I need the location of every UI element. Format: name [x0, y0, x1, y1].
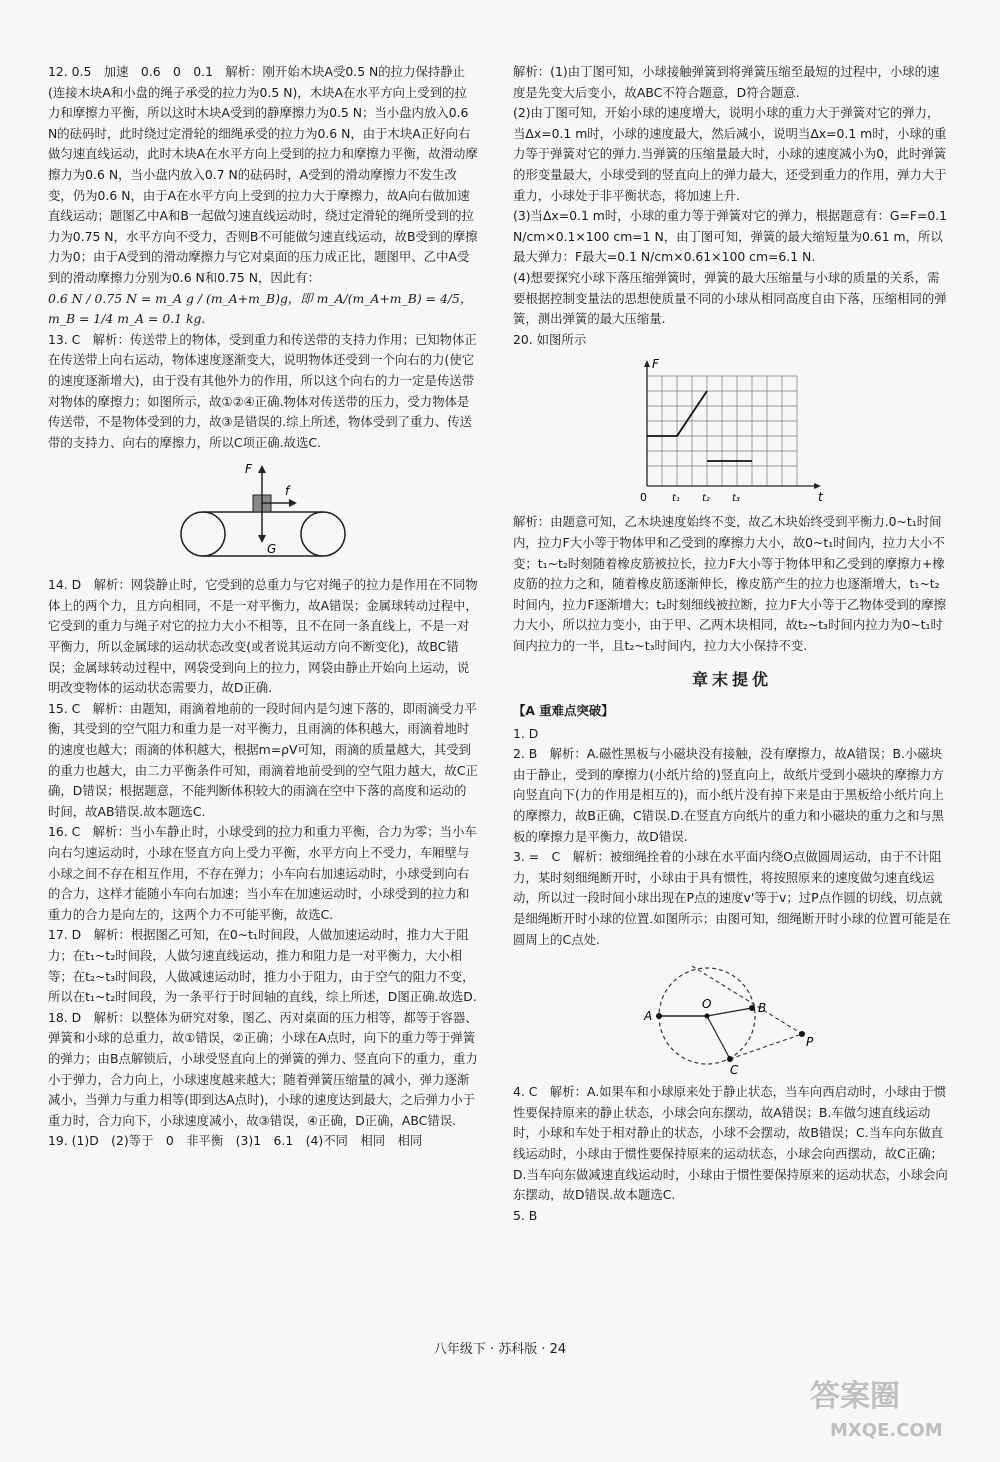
answer-19-analysis-3: (3)当Δx=0.1 m时，小球的重力等于弹簧对它的弹力，根据题意有：G=F=0.1 N/cm×0.1×100 cm=1 N，由丁图可知，弹簧的最大缩短量为0.61 m，所以最大弹力：F最大=0.1 N/cm×0.61×100 cm=6.1 N.: [513, 208, 948, 265]
force-f-label: f: [285, 484, 290, 499]
force-F-label: F: [245, 462, 252, 477]
page-footer: 八年级下 · 苏科版 · 24: [433, 1342, 567, 1357]
point-B-label: B: [758, 1001, 767, 1016]
answer-a4: 4. C 解析：A.如果车和小球原来处于静止状态，当车向西启动时，小球由于惯性要保持原来的静止状态，小球会向东摆动，故A错误；B.车做匀速直线运动时，小球和车处于相对静止的状态，小球不会摆动，故B错误；C.当车向东做直线运动时，小球由于惯性要保持原来的运动状态，小球会向西摆动，故C正确；D.当车向东做减速直线运动时，小球由于惯性要保持原来的运动状态，小球会向东摆动，故D错误.故本题选C.: [513, 1084, 948, 1203]
answer-20-analysis: 解析：由题意可知，乙木块速度始终不变，故乙木块始终受到平衡力.0~t₁时间内，拉力F大小等于物体甲和乙受到的摩擦力大小，故0~t₁时间内，拉力大小不变；t₁~t₂时刻随着橡皮筋被拉长，拉力F大小等于物体甲和乙受到的摩擦力+橡皮筋的拉力之和，随着橡皮筋逐渐伸长，橡皮筋产生的拉力也逐渐增大，t₁~t₂时间内，拉力F逐渐增大；t₂时刻细线被拉断，拉力F大小等于乙物体受到的摩擦力大小，所以拉力变小，由于甲、乙两木块相同，故t₂~t₃时间内拉力为0~t₁时间内拉力的一半，且t₂~t₃时间内，拉力大小保持不变.: [513, 514, 946, 653]
answer-a3: 3. = C 解析：被细绳拴着的小球在水平面内绕O点做圆周运动，由于不计阻力，某时刻细绳断开时，小球由于具有惯性，将按照原来的速度做匀速直线运动，所以过一段时间小球出现在P点的速度v'等于v；过P点作圆的切线，切点就是细绳断开时小球的位置.如图所示；由图可知，细绳断开时小球的位置可能是在圆周上的C点处.: [513, 849, 951, 947]
right-column: [513, 62, 951, 1226]
graph-x-label: t: [818, 490, 823, 505]
answer-19-analysis-4: (4)想要探究小球下落压缩弹簧时，弹簧的最大压缩量与小球的质量的关系，需要根据控制变量法的思想使质量不同的小球从相同高度自由下落，压缩相同的弹簧，测出弹簧的最大压缩量.: [513, 269, 947, 327]
point-A-label: A: [644, 1009, 653, 1024]
answer-19-analysis-2: (2)由丁图可知，开始小球的速度增大，说明小球的重力大于弹簧对它的弹力，当Δx=0.1 m时，小球的速度最大，然后减小，说明当Δx=0.1 m时，小球的重力等于弹簧对它的弹力.当弹簧的压缩量最大时，小球的速度减小为0，此时弹簧的形变量最大，小球受到的竖直向上的弹力最大，还受到重力的作用，弹力大于重力，小球处于非平衡状态，将加速上升.: [513, 105, 947, 203]
graph-tick-t2: t₂: [702, 493, 710, 505]
answer-17: 17. D 解析：根据图乙可知，在0~t₁时间段，人做加速运动时，推力大于阻力；在t₁~t₂时间段，人做匀速直线运动，推力和阻力是一对平衡力，大小相等；在t₂~t₃时间段，人做减速运动时，推力小于阻力，由于空气的阻力不变，所以在t₁~t₂时间段，为一条平行于时间轴的直线，综上所述，D图正确.故选D.: [48, 927, 477, 1005]
answer-18: 18. D 解析：以整体为研究对象，图乙、丙对桌面的压力相等，都等于容器、弹簧和小球的总重力，故①错误，②正确；小球在A点时，向下的重力等于弹簧的弹力；由B点解锁后，小球受竖直向上的弹簧的弹力、竖直向下的重力，重力小于弹力，合力向上，小球速度越来越大；随着弹簧压缩量的减小，弹力逐渐减小，当弹力与重力相等(即到达A点时)，小球的速度达到最大，之后弹力小于重力时，合力向下，小球速度减小，故③错误，④正确，D正确，ABC错误.: [48, 1009, 478, 1128]
svg-text:MXQE.COM: MXQE.COM: [830, 1420, 943, 1441]
answer-12: 12. 0.5 加速 0.6 0 0.1 解析：刚开始木块A受0.5 N的拉力保持静止(连接木块A和小盘的绳子承受的拉力为0.5 N)，木块A在水平方向上受到的拉力和摩擦力平衡，所以这时木块A受到的静摩擦力为0.5 N；当小盘内放入0.6 N的砝码时，此时绕过定滑轮的细绳承受的拉力为0.6 N，由于木块A正好向右做匀速直线运动，此时木块A在水平方向上受到的拉力和摩擦力平衡，故滑动摩擦力为0.6 N，当小盘内放入0.7 N的砝码时，A受到的滑动摩擦力不发生改变，仍为0.6 N，由于A在水平方向上受到的拉力大于摩擦力，故A向右做加速直线运动；题图乙中A和B一起做匀速直线运动时，绕过定滑轮的绳所受到的拉力为0.75 N，水平方向不受力，否则B不可能做匀速直线运动，故B受到的摩擦力为0；由于A受到的滑动摩擦力与它对桌面的压力成正比，题图甲、乙中A受到的滑动摩擦力分别为0.6 N和0.75 N，因此有：: [48, 64, 478, 285]
graph-tick-t3: t₃: [732, 493, 740, 505]
graph-origin: 0: [640, 491, 647, 505]
svg-text:答案圈: 答案圈: [810, 1379, 900, 1414]
answer-a1: 1. D: [513, 725, 539, 741]
circular-motion-figure: [632, 956, 832, 1076]
point-P-label: P: [806, 1035, 814, 1050]
answer-13: 13. C 解析：传送带上的物体，受到重力和传送带的支持力作用；已知物体正在传送带上向右运动，物体速度逐渐变大，说明物体还受到一个向右的力(使它的速度逐渐增大)，由于没有其他外力的作用，所以这个向右的力一定是传送带对物体的摩擦力；如图所示，故①②④正确.物体对传送带的压力，受力物体是传送带，不是物体受到的力，故③是错误的.综上所述，物体受到了重力、传送带的支持力、向右的摩擦力，所以C项正确.故选C.: [48, 331, 477, 450]
force-G-label: G: [267, 542, 277, 557]
answer-a2: 2. B 解析：A.磁性黑板与小磁块没有接触，没有摩擦力，故A错误；B.小磁块由于静止，受到的摩擦力(小纸片给的)竖直向上，故纸片受到小磁块的摩擦力方向竖直向下(力的作用是相互的)，而小纸片没有掉下来是由于黑板给小纸片向上的摩擦力，故B正确，C错误.D.在竖直方向纸片的重力和小磁块的重力之和与黑板的摩擦力是平衡力，故D错误.: [513, 746, 945, 844]
force-time-graph: [632, 356, 832, 506]
answer-12-formula: 0.6 N / 0.75 N = m_A g / (m_A+m_B)g，即 m_A/(m_A+m_B) = 4/5，m_B = 1/4 m_A = 0.1 kg.: [48, 290, 473, 327]
conveyor-belt-figure: [173, 459, 353, 569]
point-C-label: C: [730, 1063, 739, 1077]
answer-a5: 5. B: [513, 1207, 538, 1223]
subsection-a: 【A 重难点突破】: [513, 703, 614, 719]
answer-20: 20. 如图所示: [513, 331, 587, 347]
point-O-label: O: [702, 997, 712, 1012]
answer-15: 15. C 解析：由题知，雨滴着地前的一段时间内是匀速下落的，即雨滴受力平衡，其受到的空气阻力和重力是一对平衡力，且雨滴的体积越大，雨滴着地时的速度也越大；雨滴的体积越大，根据m=ρV可知，雨滴的质量越大，其受到的重力也越大，由二力平衡条件可知，雨滴着地前受到的空气阻力越大，故C正确，D错误；根据题意，不能判断体积较大的雨滴在空中下落的高度和运动的时间，故AB错误.故本题选C.: [48, 700, 478, 819]
graph-tick-t1: t₁: [672, 493, 680, 505]
graph-y-label: F: [652, 357, 659, 372]
answer-14: 14. D 解析：网袋静止时，它受到的总重力与它对绳子的拉力是作用在不同物体上的两个力，且方向相同，不是一对平衡力，故A错误；金属球转动过程中，它受到的重力与绳子对它的拉力大小不相等，且不在同一条直线上，不是一对平衡力，所以金属球的运动状态改变(或者说其运动方向不断变化)，故BC错误；金属球转动过程中，网袋受到向上的拉力，网袋由静止开始向上运动，说明改变物体的运动状态需要力，故D正确.: [48, 577, 478, 696]
answer-19: 19. (1)D (2)等于 0 非平衡 (3)1 6.1 (4)不同 相同 相同: [48, 1133, 423, 1149]
answer-16: 16. C 解析：当小车静止时，小球受到的拉力和重力平衡，合力为零；当小车向右匀速运动时，小球在竖直方向上受力平衡，水平方向上不受力，车厢壁与小球之间不存在相互作用，不存在弹力；小车向右加速运动时，小球受到向右的合力，这样才能随小车向右加速；当小车在加速运动时，小球受到的拉力和重力的合力是向左的，这两个力不可能平衡，故选C.: [48, 824, 477, 922]
section-title: 章末提优: [691, 670, 772, 690]
watermark-logo: [800, 1366, 980, 1446]
left-column: [48, 62, 478, 1152]
answer-19-analysis-1: 解析：(1)由丁图可知，小球接触弹簧到将弹簧压缩至最短的过程中，小球的速度是先变大后变小，故ABC不符合题意，D符合题意.: [513, 64, 940, 100]
